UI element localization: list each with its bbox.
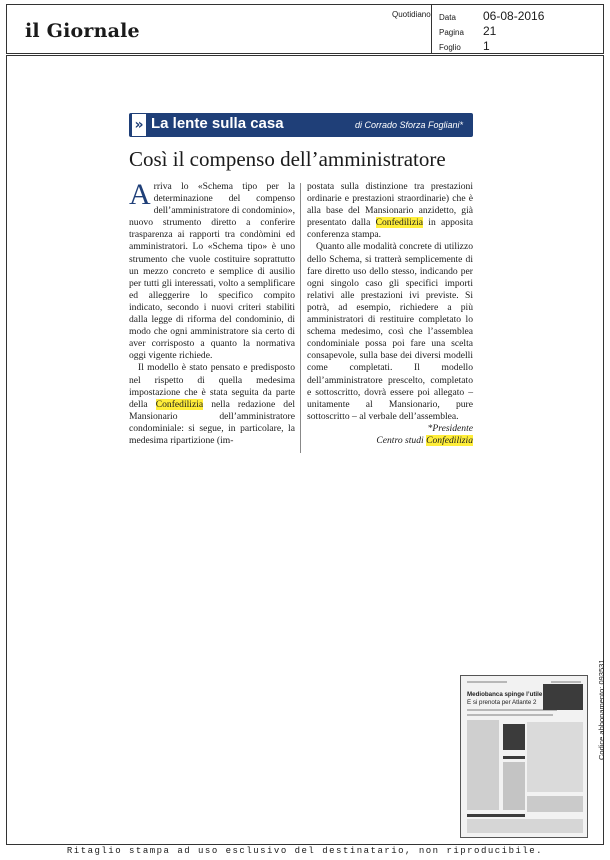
- paragraph-text: rriva lo «Schema tipo per la determinazione del compenso dell’amministratore di condominio», nuovo strumento diretto a conferire trasparenza ai rapporti tra condòmini ed amministratori. Lo «Schema tipo» è uno strumento che vuole costituire soprattutto un mezzo concreto e semplice di ausilio per tutti gli interessati, volto a semplificare ed alleggerire lo specifico compito indicato, secondo i nuovi criteri stabiliti dalla legge di riforma del condominio, di modo che ogni amministratore sia certo di aver corrisposto a quanto la normativa oggi vigente richiede.: [129, 181, 295, 362]
- header-divider: [431, 5, 432, 53]
- thumb-column: [467, 720, 499, 810]
- sheet-value: 1: [483, 39, 490, 53]
- thumb-table: [527, 722, 583, 792]
- thumb-ad-box: [543, 684, 583, 710]
- article-column-2: [307, 181, 473, 447]
- author-signature-org: [307, 435, 473, 447]
- paragraph-text: postata sulla distinzione tra prestazioni ordinarie e prestazioni straordinarie) che è alla base del Mansionario anzidetto, già presentato dalla: [307, 181, 473, 229]
- chevron-right-icon: »: [132, 114, 146, 136]
- thumb-masthead: [467, 681, 507, 683]
- thumb-column: [503, 762, 525, 810]
- page-label: Pagina: [439, 28, 464, 37]
- drop-cap: A: [129, 178, 151, 211]
- author-signature-role: *Presidente: [427, 422, 473, 434]
- highlighted-term: Confedilizia: [155, 398, 204, 410]
- article-title: Così il compenso dell’amministratore: [129, 147, 446, 171]
- thumb-bottom-table: [467, 819, 583, 833]
- paragraph-text: Il modello è stato pensato e predisposto nel rispetto di quella medesima impostazione che è stata seguita da parte della: [129, 362, 295, 410]
- article-paragraph: Quanto alle modalità concrete di utilizzo dello Schema, si tratterà semplicemente di fare diretto uso dello stesso, indicando per ogni singolo caso gli specifici importi relativi alle prestazioni ivi previste. Si potrà, ad esempio, richiedere a più amministratori di restituire completato lo schema medesimo, così che l’assemblea condominiale possa poi fare una scelta consapevole, sulla base dei diversi modelli come completati. Il modello dell’amministratore prescelto, completato e sottoscritto, dovrà essere poi allegato – unitamente al Mansionario, pure sottoscritto – al verbale dell’assemblea.: [307, 241, 473, 422]
- reproduction-notice: Ritaglio stampa ad uso esclusivo del destinatario, non riproducibile.: [66, 846, 544, 856]
- thumb-rule: [467, 814, 525, 817]
- highlighted-term: Confedilizia: [426, 434, 473, 446]
- article-column-1: [129, 178, 295, 447]
- page-thumbnail: [460, 675, 588, 838]
- newspaper-logo: il Giornale: [25, 20, 140, 42]
- thumb-headline: Mediobanca spinge l’utile: [467, 691, 543, 698]
- column-divider: [300, 183, 301, 453]
- thumb-masthead: [551, 681, 581, 683]
- paragraph-text: nella redazione del Mansionario dell’amministratore condominiale: si segue, in particolare, la medesima ripartizione (im-: [129, 398, 295, 446]
- article-paragraph: [129, 178, 295, 362]
- thumb-text-line: [467, 714, 553, 716]
- thumb-caption: [503, 756, 525, 759]
- article-paragraph: [129, 362, 295, 447]
- subscription-code: Codice abbonamento: 093531: [597, 659, 606, 760]
- publication-type: Quotidiano: [392, 10, 431, 19]
- column-banner: [129, 113, 473, 137]
- date-label: Data: [439, 13, 456, 22]
- highlighted-term: Confedilizia: [375, 217, 424, 229]
- paragraph-text: in apposita conferenza stampa.: [307, 217, 473, 241]
- thumb-subheadline: E si prenota per Atlante 2: [467, 699, 537, 706]
- column-rubric: La lente sulla casa: [151, 115, 284, 132]
- sheet-label: Foglio: [439, 43, 461, 52]
- page-value: 21: [483, 24, 497, 38]
- signature-text: Centro studi: [376, 434, 427, 446]
- article-byline: di Corrado Sforza Fogliani*: [354, 120, 463, 130]
- date-value: 06-08-2016: [483, 9, 545, 23]
- thumb-table: [527, 796, 583, 812]
- thumb-photo: [503, 724, 525, 750]
- article-paragraph: [307, 181, 473, 241]
- clipping-header: [6, 4, 604, 54]
